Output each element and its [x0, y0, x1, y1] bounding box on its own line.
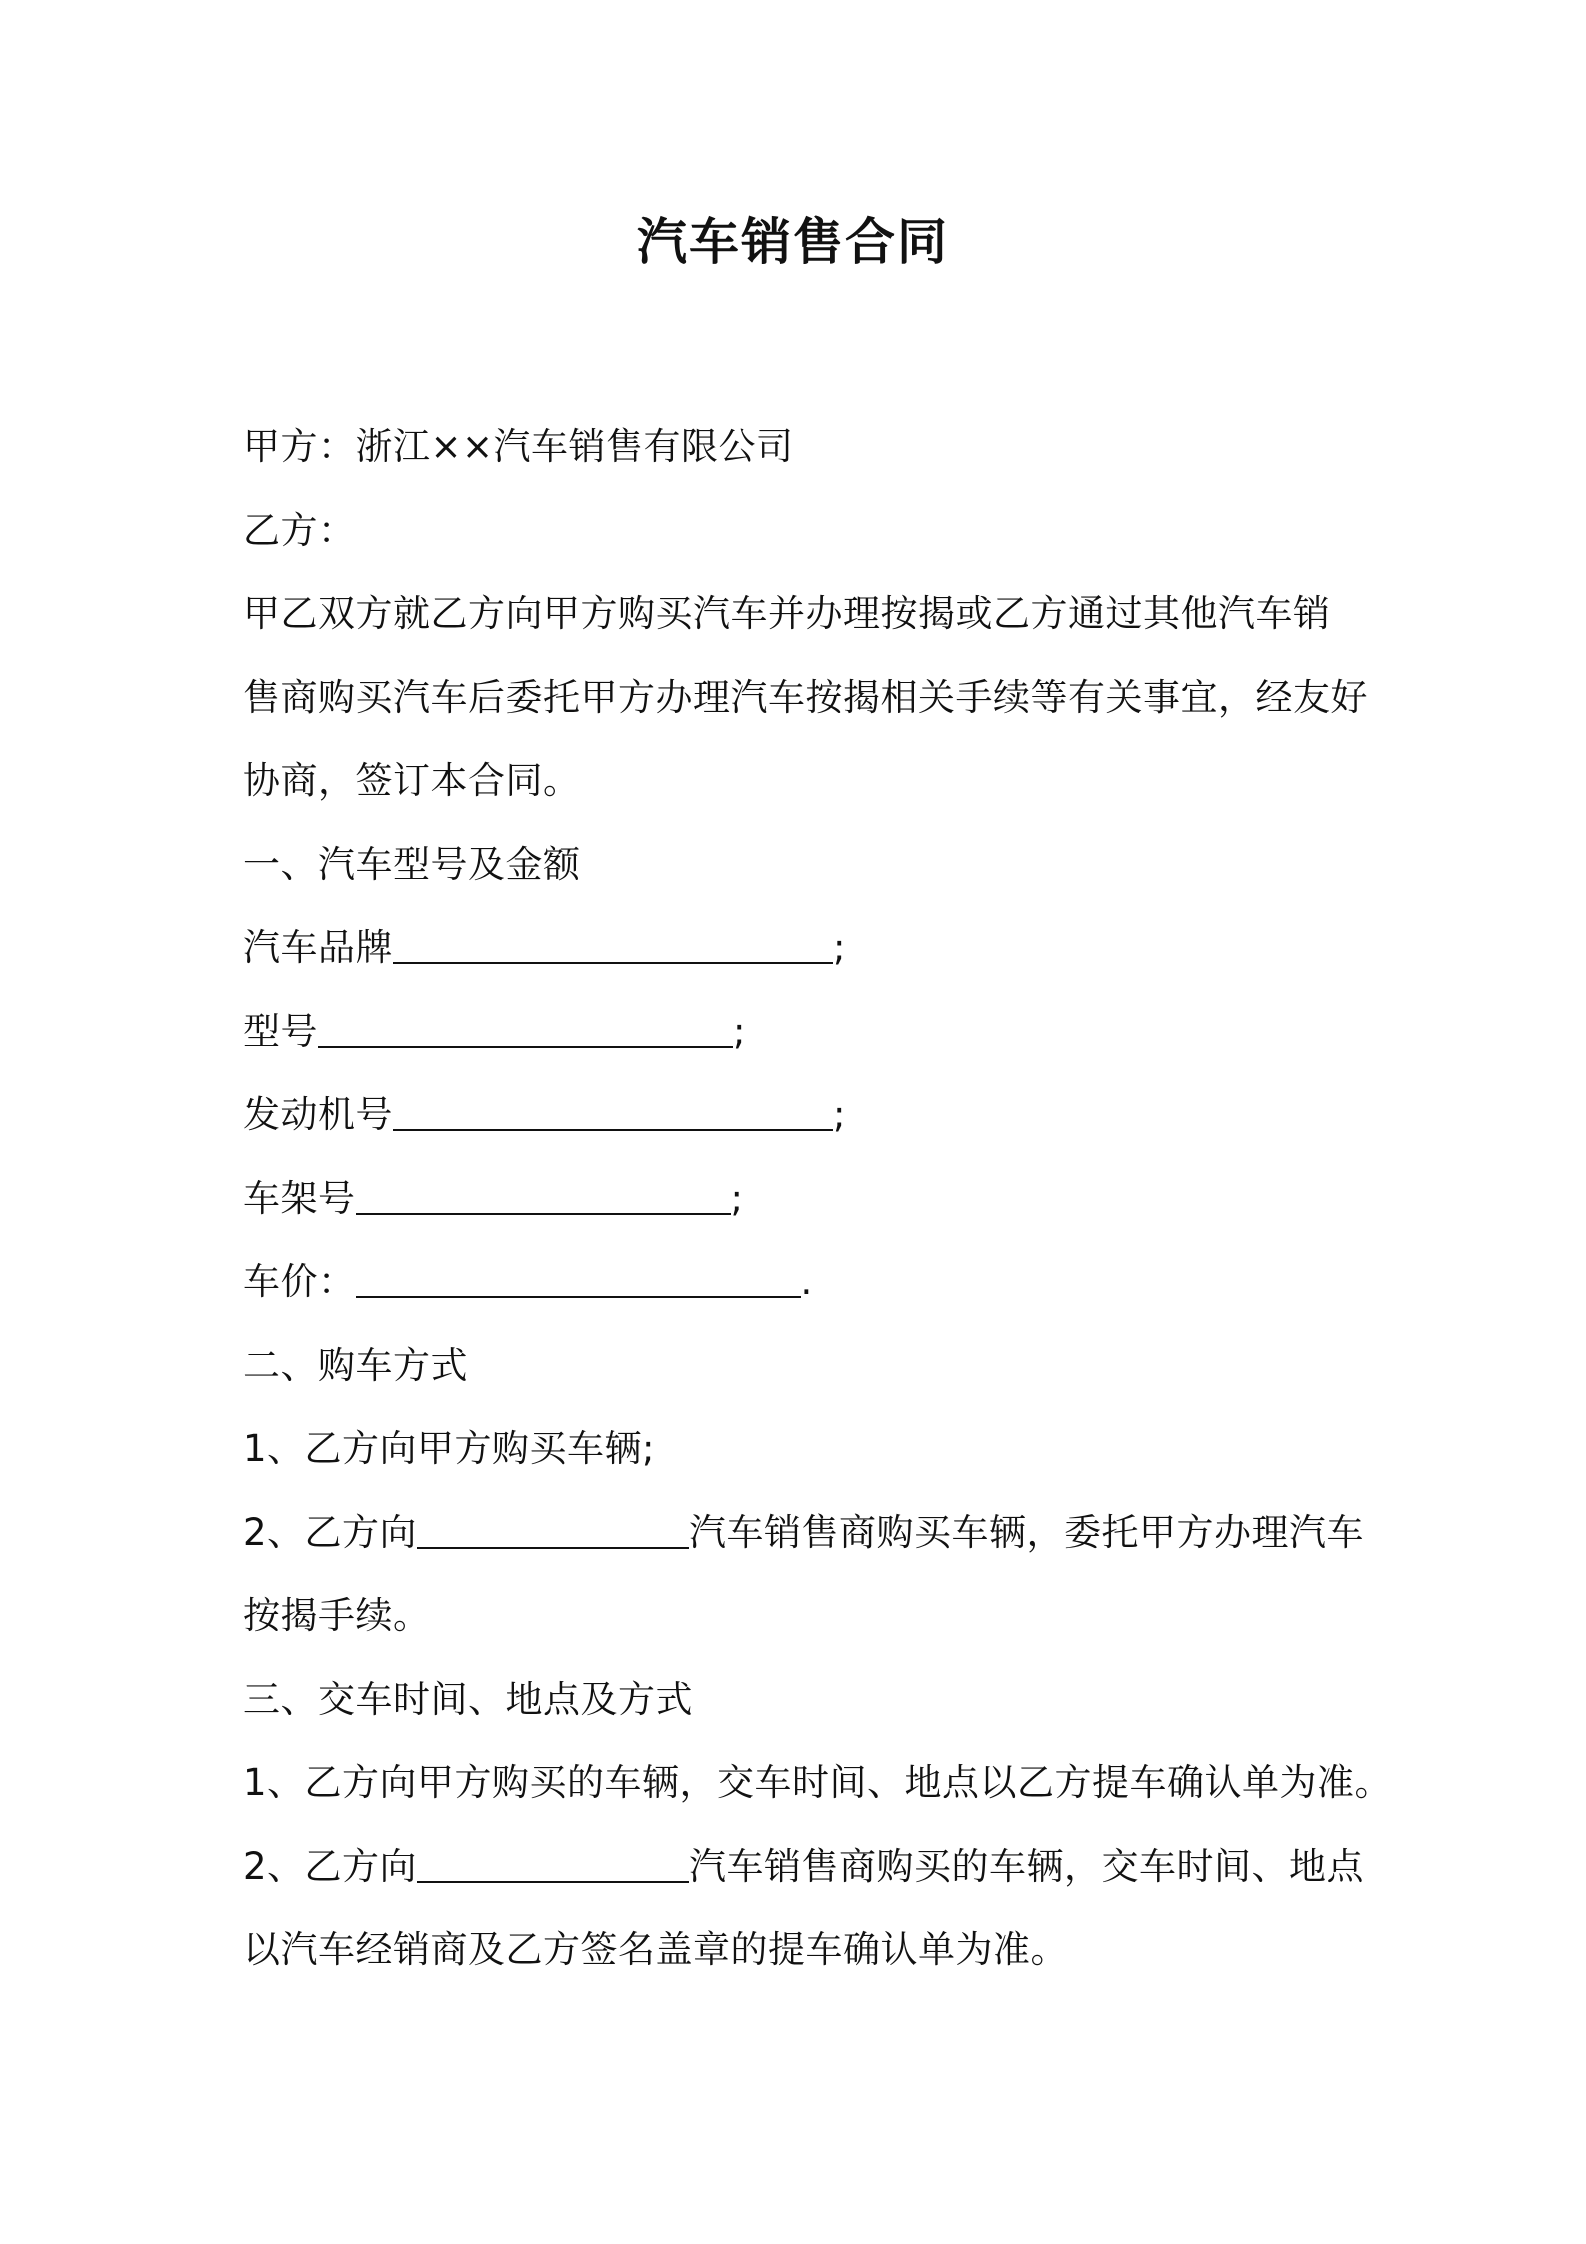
intro-line-3: 协商，签订本合同。 — [243, 759, 581, 802]
field-model-label: 型号 — [243, 1009, 318, 1053]
field-price-end: . — [800, 1260, 813, 1303]
intro-line-1: 甲乙双方就乙方向甲方购买汽车并办理按揭或乙方通过其他汽车销 — [243, 592, 1331, 635]
section-2-heading: 二、购车方式 — [243, 1343, 468, 1387]
field-model-end: ; — [733, 1009, 746, 1053]
party-a-value: 浙江××汽车销售有限公司 — [355, 425, 794, 468]
section-2-item-2-suffix: 汽车销售商购买车辆，委托甲方办理汽车 — [689, 1510, 1365, 1554]
field-model-blank[interactable] — [318, 1002, 733, 1048]
section-3-item-2-suffix: 汽车销售商购买的车辆，交车时间、地点 — [689, 1844, 1365, 1888]
field-engine-number-label: 发动机号 — [243, 1093, 393, 1136]
field-price-blank[interactable] — [356, 1252, 801, 1298]
party-b-label: 乙方： — [243, 508, 356, 552]
field-brand-end: ; — [833, 926, 846, 969]
field-frame-number — [243, 1157, 1363, 1241]
field-price-label: 车价： — [243, 1260, 356, 1303]
field-engine-number — [243, 1073, 1363, 1157]
field-engine-number-end: ; — [833, 1093, 846, 1136]
field-model — [243, 990, 1363, 1074]
party-a-label: 甲方： — [243, 425, 356, 468]
section-3-dealer-blank[interactable] — [417, 1837, 689, 1883]
document-title: 汽车销售合同 — [637, 213, 949, 271]
field-frame-number-end: ; — [730, 1176, 744, 1220]
section-3-heading: 三、交车时间、地点及方式 — [243, 1677, 693, 1721]
field-brand — [243, 906, 1363, 990]
field-price — [243, 1240, 1363, 1324]
field-frame-number-label: 车架号 — [243, 1176, 356, 1220]
section-3-item-2-line-2: 以汽车经销商及乙方签名盖章的提车确认单为准。 — [243, 1928, 1068, 1971]
section-2-item-1: 1、乙方向甲方购买车辆; — [243, 1427, 656, 1470]
section-3-item-1: 1、乙方向甲方购买的车辆，交车时间、地点以乙方提车确认单为准。 — [243, 1761, 1393, 1804]
section-3-item-2 — [243, 1825, 1363, 1909]
field-brand-label: 汽车品牌 — [243, 926, 393, 969]
section-2-item-2 — [243, 1491, 1363, 1575]
section-2-item-2-prefix: 2、乙方向 — [243, 1510, 418, 1554]
intro-line-2: 售商购买汽车后委托甲方办理汽车按揭相关手续等有关事宜，经友好 — [243, 675, 1368, 719]
section-2-dealer-blank[interactable] — [417, 1503, 689, 1549]
field-brand-blank[interactable] — [393, 918, 833, 964]
section-1-heading: 一、汽车型号及金额 — [243, 842, 581, 886]
party-a-line — [243, 405, 1363, 489]
document-body — [243, 405, 1393, 1992]
section-2-item-2-line-2: 按揭手续。 — [243, 1594, 431, 1637]
party-b-line — [243, 489, 1363, 573]
section-3-item-2-prefix: 2、乙方向 — [243, 1844, 418, 1888]
field-frame-number-blank[interactable] — [356, 1169, 731, 1215]
field-engine-number-blank[interactable] — [393, 1085, 833, 1131]
